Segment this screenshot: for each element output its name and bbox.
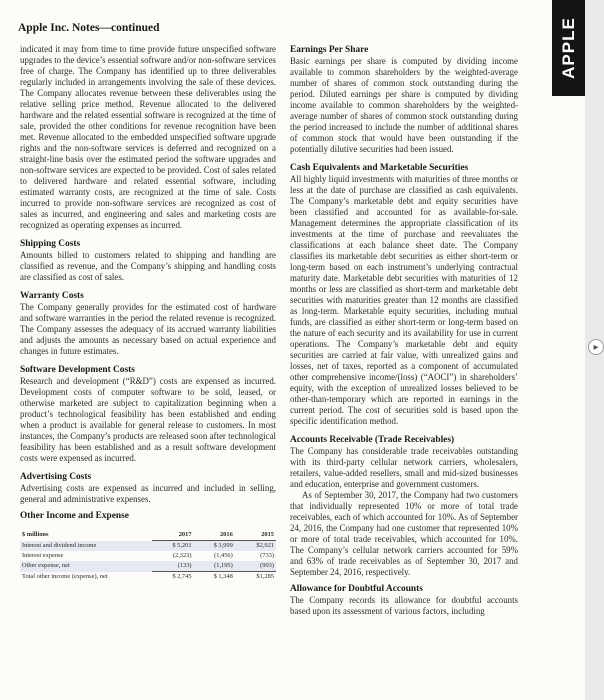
table-header-cell: 2015 <box>235 530 276 541</box>
table-cell: (133) <box>152 561 193 572</box>
right-column <box>290 44 518 617</box>
table-cell: Interest expense <box>22 552 64 559</box>
earnings-per-share-paragraph: Basic earnings per share is computed by dividing income available to common shareholders by the weighted-average number of shares of common stock outstanding during the period. Diluted earnings per share is computed by dividing income available to common shareholders by the weighted-average number of shares of common stock outstanding during the period increased to include the number of additional shares of common stock that would have been outstanding if the potentially dilutive securities had been issued. <box>290 56 518 154</box>
table-row <box>20 541 276 552</box>
section-tab <box>552 0 585 96</box>
table-cell: $ 1,348 <box>194 572 235 583</box>
earnings-per-share-heading: Earnings Per Share <box>290 45 369 55</box>
software-development-paragraph: Research and development (“R&D”) costs are expensed as incurred. Development costs of computer software to be sold, leased, or otherwise marketed are subject to capitalization beginning when a product’s technological feasibility has been established and ending when a product is available for general release to customers. In most instances, the Company’s products are released soon after technological feasibility has been established and as a result software development costs were expensed as incurred. <box>20 376 276 463</box>
page-navigation-button[interactable] <box>588 339 604 355</box>
cash-equivalents-paragraph: All highly liquid investments with maturities of three months or less at the date of purchase are classified as cash equivalents. The Company’s marketable debt and equity securities have been classified and accounted for as available-for-sale. Management determines the appropriate classification of its investments at the time of purchase and reevaluates the classifications at each balance sheet date. The Company classifies its marketable debt securities as either short-term or long-term based on each instrument’s underlying contractual maturity date. Marketable debt securities with maturities of 12 months or less are classified as short-term and marketable debt securities with maturities greater than 12 months are classified as long-term. Marketable equity securities, including mutual funds, are classified as either short-term or long-term based on the nature of each security and its availability for use in current operations. The Company’s marketable debt and equity securities are carried at fair value, with unrealized gains and losses, net of taxes, reported as a component of accumulated other comprehensive income/(loss) (“AOCI”) in shareholders’ equity, with the exception of unrealized losses believed to be other-than-temporary which are reported in earnings in the current period. The cost of securities sold is based upon the specific identification method. <box>290 174 518 426</box>
table-cell: Other expense, net <box>20 561 152 572</box>
accounts-receivable-paragraph: The Company has considerable trade receivables outstanding with its third-party cellular network carriers, wholesalers, retailers, value-added resellers, small and mid-sized businesses and education, enterprise and government customers. <box>290 446 518 489</box>
table-cell: $2,921 <box>235 541 276 552</box>
table-header-cell: 2017 <box>152 530 193 541</box>
table-cell: $ 2,745 <box>152 572 193 583</box>
revenue-continued-paragraph: indicated it may from time to time provide future unspecified software upgrades to the device’s essential software and/or non-software services free of charge. The Company has identified up to three deliverables regularly included in arrangements involving the sale of these devices. The Company allocates revenue between these deliverables using the relative selling price method. Revenue allocated to the delivered hardware and the related essential software is recognized at the time of sale, provided the other conditions for revenue recognition have been met. Revenue allocated to the embedded unspecified software upgrade rights and the non-software services is deferred and recognized on a straight-line basis over the estimated period the software upgrades and non-software services are expected to be provided. Cost of sales related to delivered hardware and related essential software, including estimated warranty costs, are recognized at the time of sale. Costs incurred to provide non-software services are recognized as cost of sales as incurred, and engineering and sales and marketing costs are recognized as operating expenses as incurred. <box>20 44 276 230</box>
table-cell: $1,285 <box>235 572 276 583</box>
table-row <box>20 561 276 572</box>
table-cell: (1,195) <box>194 561 235 572</box>
cash-equivalents-heading: Cash Equivalents and Marketable Securities <box>290 163 469 173</box>
table-header-cell: 2016 <box>194 530 235 541</box>
table-cell: (1,456) <box>214 552 233 559</box>
accounts-receivable-paragraph-2: As of September 30, 2017, the Company had two customers that individually represented 10% or more of total trade receivables, each of which accounted for 10%. As of September 24, 2016, the Company had one customer that represented 10% or more of total trade receivables, which accounted for 10%. The Company’s cellular network carriers accounted for 59% and 63% of trade receivables as of September 30, 2017 and September 24, 2016, respectively. <box>290 490 518 577</box>
table-cell: (733) <box>260 552 274 559</box>
chevron-right-icon: ▸ <box>593 341 599 353</box>
table-cell: $ 5,201 <box>152 541 193 552</box>
warranty-costs-heading: Warranty Costs <box>20 291 84 301</box>
doubtful-accounts-heading: Allowance for Doubtful Accounts <box>290 584 423 594</box>
table-header-row <box>20 530 276 541</box>
warranty-costs-paragraph: The Company generally provides for the estimated cost of hardware and software warranties in the period the related revenue is recognized. The Company assesses the adequacy of its accrued warranty liabilities and adjusts the amounts as necessary based on actual experience and changes in future estimates. <box>20 302 276 356</box>
left-column <box>20 44 276 582</box>
table-cell: (2,323) <box>172 552 192 559</box>
accounts-receivable-heading: Accounts Receivable (Trade Receivables) <box>290 435 455 445</box>
advertising-costs-heading: Advertising Costs <box>20 472 92 482</box>
table-cell: (903) <box>235 561 276 572</box>
table-cell: $ 3,999 <box>194 541 235 552</box>
table-header-cell: $ millions <box>22 531 49 539</box>
table-cell: Total other income (expense), net <box>22 572 108 580</box>
software-development-heading: Software Development Costs <box>20 365 135 375</box>
other-income-table <box>20 530 276 582</box>
table-row <box>20 551 276 561</box>
shipping-costs-heading: Shipping Costs <box>20 239 81 249</box>
table-total-row <box>20 572 276 583</box>
section-tab-label: APPLE <box>558 17 578 79</box>
advertising-costs-paragraph: Advertising costs are expensed as incurred and included in selling, general and administrative expenses. <box>20 483 276 504</box>
doubtful-accounts-paragraph: The Company records its allowance for doubtful accounts based upon its assessment of various factors, including <box>290 595 518 616</box>
running-head: Apple Inc. Notes—continued <box>18 22 160 34</box>
shipping-costs-paragraph: Amounts billed to customers related to shipping and handling are classified as revenue, and the Company’s shipping and handling costs are classified as cost of sales. <box>20 250 276 282</box>
table-cell: Interest and dividend income <box>20 541 152 552</box>
other-income-heading: Other Income and Expense <box>20 511 129 521</box>
